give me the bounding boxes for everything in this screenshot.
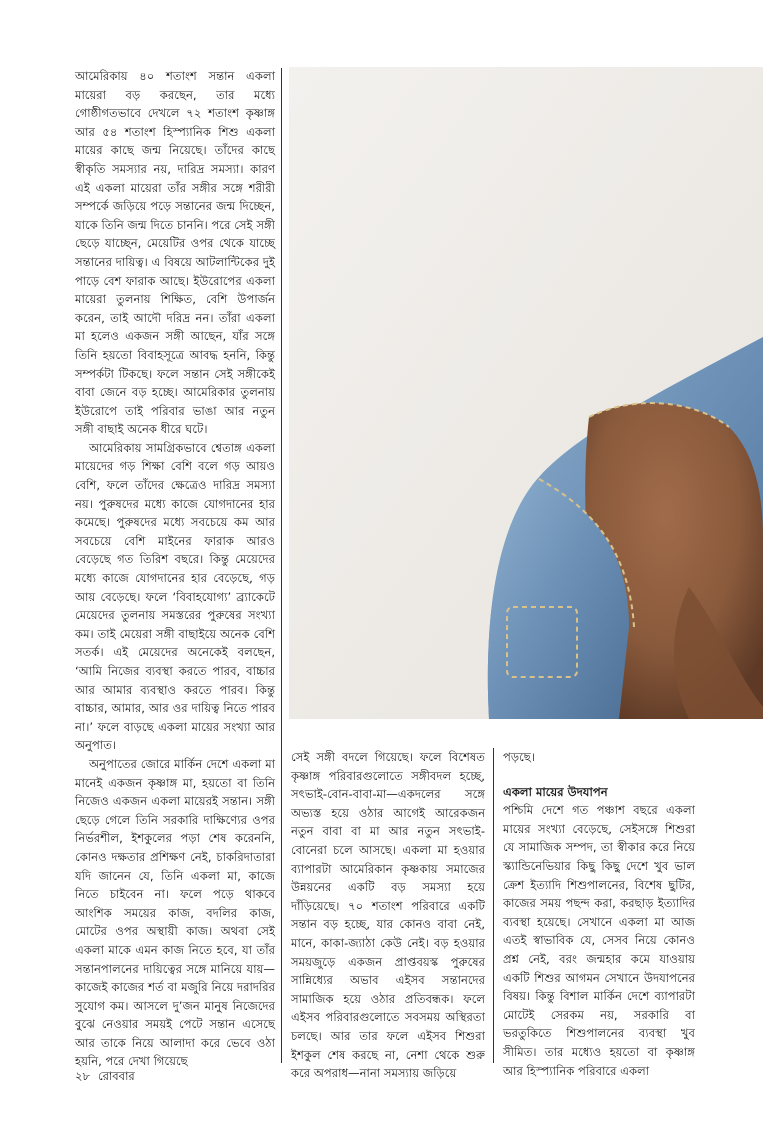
section-subheading: একলা মায়ের উদযাপন <box>503 784 608 799</box>
column-divider <box>281 68 282 1063</box>
column-divider <box>493 748 494 1063</box>
paragraph: পশ্চিমি দেশে গত পঞ্চাশ বছরে একলা মায়ের সংখ্যা বেড়েছে, সেইসঙ্গে শিশুরা যে সামাজিক সম্পদ, তা স্বীকার করে নিয়ে স্ক্যান্ডিনেভিয়ার কিছু কিছু দেশে খুব ভাল ক্রেশ ইত্যাদি শিশুপালনের, বিশেষ ছুটির, কাজের সময় পছন্দ করা, করছাড় ইত্যাদির ব্যবস্থা হয়েছে। সেখানে একলা মা আজ এতই স্বাভাবিক যে, সেসব নিয়ে কোনও প্রশ্ন নেই, বরং জন্মহার কমে যাওয়ায় একটি শিশুর আগমন সেখানে উদযাপনের বিষয়। কিন্তু বিশাল মার্কিন দেশে ব্যাপারটা মোটেই সেরকম নয়, সরকারি বা ভরতুকিতে শিশুপালনের ব্যবস্থা খুব সীমিত। তার মধ্যেও হয়তো বা কৃষ্ণাঙ্গ আর হিস্প্যানিক পরিবারে একলা <box>503 803 695 1078</box>
magazine-name: রোববার <box>97 1069 135 1083</box>
paragraph: পড়ছে। <box>503 750 535 764</box>
article-column-2 <box>291 748 485 1081</box>
child-in-denim-photo <box>289 67 763 719</box>
paragraph: সেই সঙ্গী বদলে গিয়েছে। ফলে বিশেষত কৃষ্ণাঙ্গ পরিবারগুলোতে সঙ্গীবদল হচ্ছে, সৎভাই-বোন-বাবা-মা—একদলের সঙ্গে অভ্যস্ত হয়ে ওঠার আগেই আরেকজন নতুন বাবা বা মা আর নতুন সৎভাই-বোনেরা চলে আসছে। একলা মা হওয়ার ব্যাপারটা আমেরিকান কৃষ্ণকায় সমাজের উন্নয়নের একটি বড় সমস্যা হয়ে দাঁড়িয়েছে। ৭০ শতাংশ পরিবারে একটি সন্তান বড় হচ্ছে, যার কোনও বাবা নেই, মানে, কাকা-জ্যাঠা কেউ নেই। বড় হওয়ার সময়জুড়ে একজন প্রাপ্তবয়স্ক পুরুষের সান্নিধ্যের অভাব এইসব সন্তানদের সামাজিক হয়ে ওঠার প্রতিবন্ধক। ফলে এইসব পরিবারগুলোতে সবসময় অস্থিরতা চলছে। আর তার ফলে এইসব শিশুরা ইশকুল শেষ করছে না, নেশা থেকে শুরু করে অপরাধ—নানা সমস্যায় জড়িয়ে <box>291 750 485 1081</box>
article-column-3 <box>503 748 695 1078</box>
paragraph: অনুপাতের জোরে মার্কিন দেশে একলা মা মানেই একজন কৃষ্ণাঙ্গ মা, হয়তো বা তিনি নিজেও একজন একলা মায়েরই সন্তান। সঙ্গী ছেড়ে গেলে তিনি সরকারি দাক্ষিণ্যের ওপর নির্ভরশীল, ইশকুলের পড়া শেষ করেননি, কোনও দক্ষতার প্রশিক্ষণ নেই, চাকরিদাতারা যদি জানেন যে, তিনি একলা মা, কাজে নিতে চাইবেন না। ফলে পড়ে থাকবে আংশিক সময়ের কাজ, বদলির কাজ, মোটের ওপর অস্থায়ী কাজ। অথবা সেই একলা মাকে এমন কাজ নিতে হবে, যা তাঁর সন্তানপালনের দায়িত্বের সঙ্গে মানিয়ে যায়—কাজেই কাজের শর্ত বা মজুরি নিয়ে দরাদরির সুযোগ কম। আসলে দু’জন মানুষ নিজেদের বুঝে নেওয়ার সময়ই পেটে সন্তান এসেছে আর তাকে নিয়ে আলাদা করে ভেবে ওঠা হয়নি, পরে দেখা গিয়েছে <box>75 756 275 1069</box>
page-footer <box>75 1068 143 1087</box>
page-number: ২৮ <box>75 1069 90 1083</box>
paragraph: আমেরিকায় ৪০ শতাংশ সন্তান একলা মায়েরা বড় করছেন, তার মধ্যে গোষ্ঠীগতভাবে দেখলে ৭২ শতাংশ কৃষ্ণাঙ্গ আর ৫৪ শতাংশ হিস্প্যানিক শিশু একলা মায়ের কাছে জন্ম নিয়েছে। তাঁদের কাছে স্বীকৃতি সমস্যার নয়, দারিদ্র সমস্যা। কারণ এই একলা মায়েরা তাঁর সঙ্গীর সঙ্গে শরীরী সম্পর্কে জড়িয়ে পড়ে সন্তানের জন্ম দিচ্ছেন, যাকে তিনি জন্ম দিতে চাননি। পরে সেই সঙ্গী ছেড়ে যাচ্ছেন, মেয়েটির ওপর থেকে যাচ্ছে সন্তানের দায়িত্ব। এ বিষয়ে আটলান্টিকের দুই পাড়ে বেশ ফারাক আছে। ইউরোপের একলা মায়েরা তুলনায় শিক্ষিত, বেশি উপার্জন করেন, তাই আদৌ দরিদ্র নন। তাঁরা একলা মা হলেও একজন সঙ্গী আছেন, যাঁর সঙ্গে তিনি হয়তো বিবাহসূত্রে আবদ্ধ হননি, কিন্তু সম্পর্কটা টিকছে। ফলে সন্তান সেই সঙ্গীকেই বাবা জেনে বড় হচ্ছে। আমেরিকার তুলনায় ইউরোপে তাই পরিবার ভাঙা আর নতুন সঙ্গী বাছাই অনেক ধীরে ঘটে। <box>75 69 275 437</box>
article-column-1 <box>75 67 275 1069</box>
feature-photo <box>289 67 763 719</box>
paragraph: আমেরিকায় সামগ্রিকভাবে শ্বেতাঙ্গ একলা মায়েদের গড় শিক্ষা বেশি বলে গড় আয়ও বেশি, ফলে তাঁদের ক্ষেত্রেও দারিদ্র সমস্যা নয়। পুরুষদের মধ্যে কাজে যোগদানের হার কমেছে। পুরুষদের মধ্যে সবচেয়ে কম আর সবচেয়ে বেশি মাইনের ফারাক আরও বেড়েছে গত তিরিশ বছরে। কিন্তু মেয়েদের মধ্যে কাজে যোগদানের হার বেড়েছে, গড় আয় বেড়েছে। ফলে ‘বিবাহযোগ্য’ ব্র্যাকেটে মেয়েদের তুলনায় সমস্তরের পুরুষের সংখ্যা কম। তাই মেয়েরা সঙ্গী বাছাইয়ে অনেক বেশি সতর্ক। এই মেয়েদের অনেকেই বলছেন, ‘আমি নিজের ব্যবস্থা করতে পারব, বাচ্চার আর আমার ব্যবস্থাও করতে পারব। কিন্তু বাচ্চার, আমার, আর ওর দায়িত্ব নিতে পারব না।’ ফলে বাড়ছে একলা মায়ের সংখ্যা আর অনুপাত। <box>75 440 275 753</box>
